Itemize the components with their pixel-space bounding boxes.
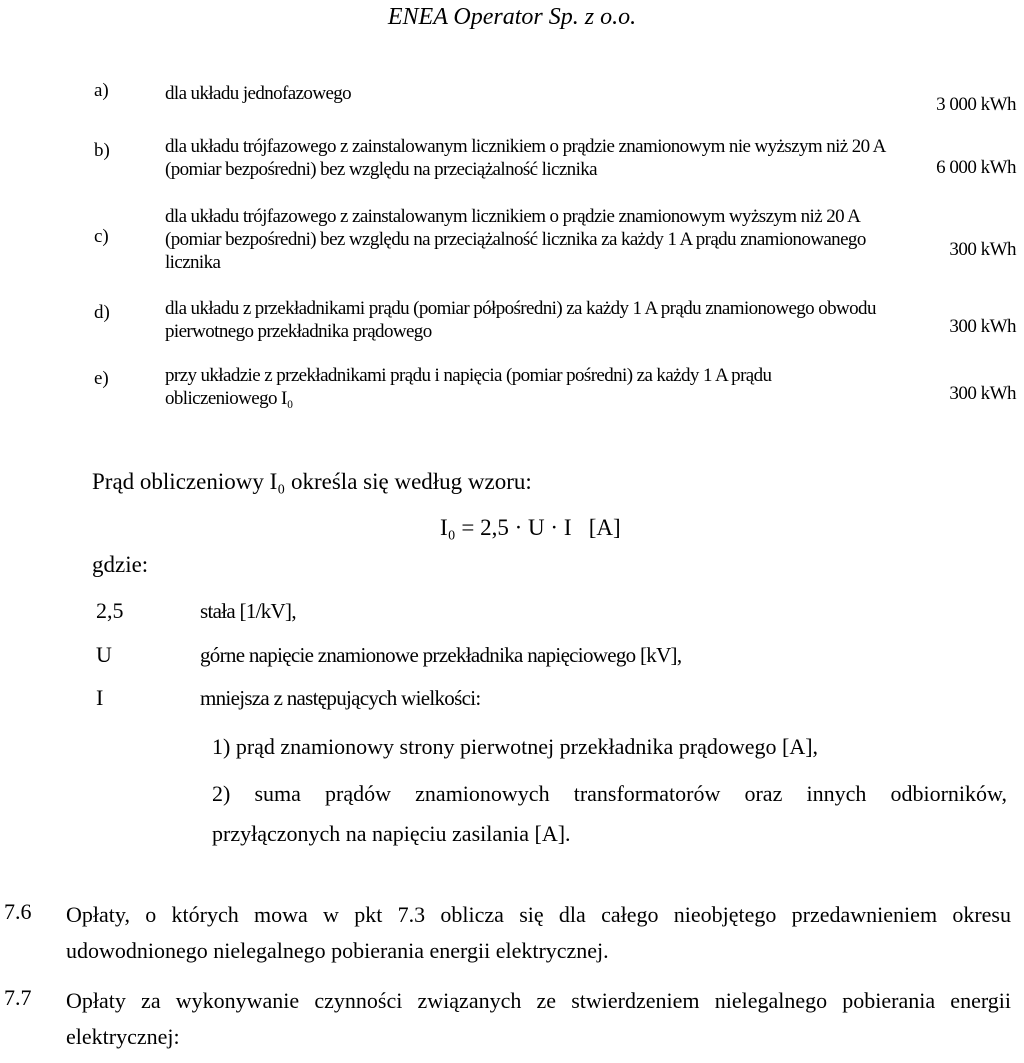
item-amount-e: 300 kWh [949, 383, 1016, 404]
legend-symbol-u: U [96, 642, 112, 667]
item-letter-a: a) [94, 80, 109, 101]
legend-symbol-2-5: 2,5 [96, 598, 124, 623]
item-letter-d: d) [94, 302, 110, 323]
sub-item-2: 2) suma prądów znamionowych transformatorów oraz innych odbiorników, przyłączonych na napięciu zasilania [A]. [212, 781, 1007, 846]
item-amount-c: 300 kWh [949, 239, 1016, 260]
item-text-e: przy układzie z przekładnikami prądu i napięcia (pomiar pośredni) za każdy 1 A prądu obliczeniowego I₀ [165, 365, 772, 409]
item-amount-d: 300 kWh [949, 316, 1016, 337]
sub-item-1: 1) prąd znamionowy strony pierwotnej przekładnika prądowego [A], [212, 734, 819, 759]
item-letter-c: c) [94, 226, 109, 247]
item-amount-b: 6 000 kWh [936, 157, 1016, 178]
page-header: ENEA Operator Sp. z o.o. [387, 4, 637, 30]
formula-expression: I₀ = 2,5 · U · I [A] [440, 515, 621, 540]
item-amount-a: 3 000 kWh [936, 94, 1016, 115]
item-letter-e: e) [94, 368, 109, 389]
paragraph-text-7-6: Opłaty, o których mowa w pkt 7.3 oblicza się dla całego nieobjętego przedawnieniem okresu udowodnionego nielegalnego pobierania energii elektrycznej. [66, 902, 1011, 963]
legend-text-i: mniejsza z następujących wielkości: [200, 686, 481, 710]
formula-intro: Prąd obliczeniowy I₀ określa się według wzoru: [92, 469, 532, 494]
legend-text-u: górne napięcie znamionowe przekładnika napięciowego [kV], [200, 643, 682, 667]
paragraph-number-7-7: 7.7 [4, 985, 32, 1010]
paragraph-number-7-6: 7.6 [4, 899, 32, 924]
item-text-c: dla układu trójfazowego z zainstalowanym licznikiem o prądzie znamionowym wyższym niż 20 A (pomiar bezpośredni) bez względu na przeciążalność licznika za każdy 1 A prądu znamionowanego licznika [165, 206, 866, 273]
item-letter-b: b) [94, 140, 110, 161]
where-label: gdzie: [92, 552, 149, 577]
item-text-b: dla układu trójfazowego z zainstalowanym licznikiem o prądzie znamionowym nie wyższym niż 20 A (pomiar bezpośredni) bez względu na przeciążalność licznika [165, 136, 885, 180]
legend-symbol-i: I [96, 685, 104, 710]
legend-text-2-5: stała [1/kV], [200, 599, 296, 623]
item-text-d: dla układu z przekładnikami prądu (pomiar półpośredni) za każdy 1 A prądu znamionowego obwodu pierwotnego przekładnika prądowego [165, 298, 876, 342]
paragraph-text-7-7: Opłaty za wykonywanie czynności związanych ze stwierdzeniem nielegalnego pobierania energii elektrycznej: [66, 988, 1011, 1049]
item-text-a: dla układu jednofazowego [165, 83, 352, 104]
